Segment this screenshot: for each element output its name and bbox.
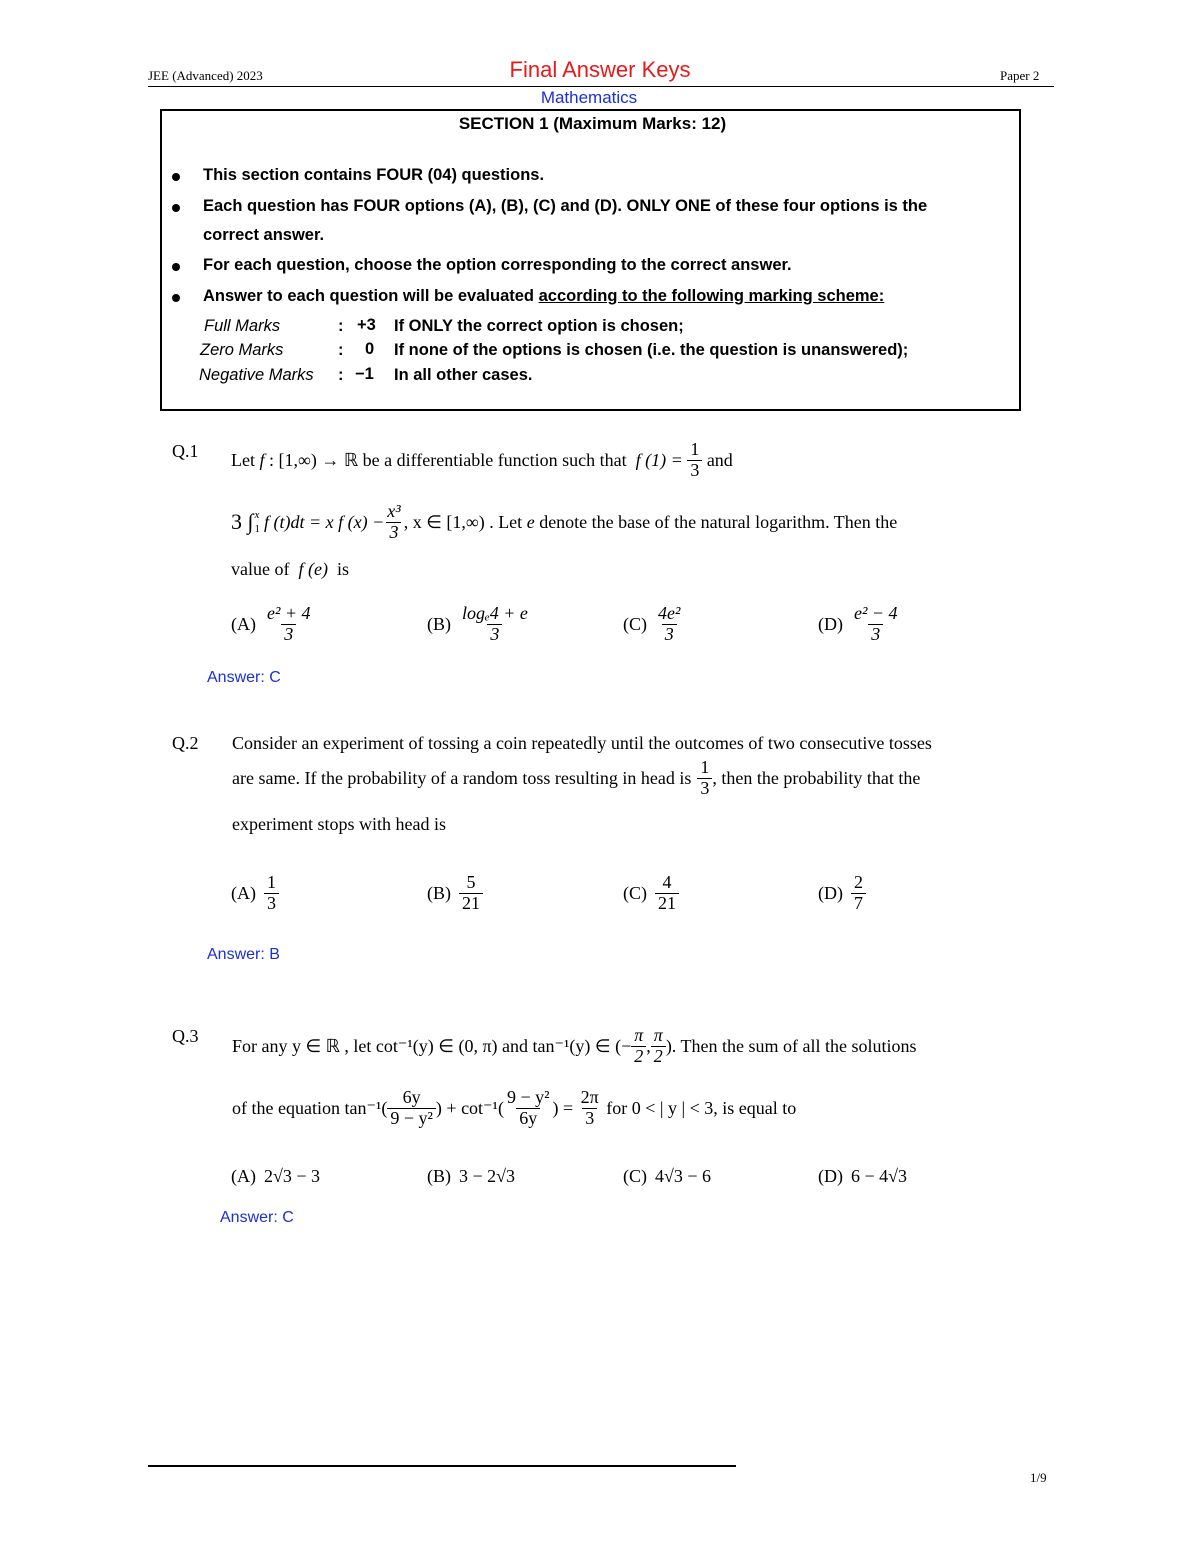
q1-text: f (1) = — [635, 449, 683, 470]
q1-text: : [1,∞) → ℝ be a differentiable function such that — [269, 449, 627, 470]
q3-line-2 — [232, 1088, 796, 1129]
option-d[interactable]: (D) $\frac{\text{e² − 4}}{3}$ — [818, 604, 901, 645]
full-marks-colon: : — [338, 317, 344, 335]
integral-limits: x 1 — [254, 509, 261, 536]
q2-line-3: experiment stops with head is — [232, 814, 446, 834]
answer-label: Answer: C — [220, 1209, 294, 1226]
q1-text: f — [259, 449, 265, 470]
answer-label: Answer: C — [207, 669, 281, 686]
q1-text: f (t)dt = x f (x) − — [264, 511, 385, 532]
bullet-2: Each question has FOUR options (A), (B), (C) and (D). ONLY ONE of these four options is the — [203, 197, 928, 215]
full-marks-label: Full Marks — [204, 317, 281, 335]
fraction: $\frac{\text{x³}}{3}$ — [387, 501, 401, 542]
answer-label: Answer: B — [207, 946, 280, 963]
fraction: $\frac{2}{7}$ — [851, 873, 866, 914]
q3-text: , — [646, 1035, 651, 1056]
q1-line-1 — [231, 440, 733, 481]
zero-marks-value: 0 — [365, 340, 375, 358]
section-instructions-box — [160, 109, 1021, 411]
q3-line-1 — [232, 1026, 916, 1067]
zero-marks-colon: : — [338, 341, 344, 359]
fraction: $\frac{\text{4e²}}{3}$ — [658, 603, 681, 644]
q2-text: , then the probability that the — [712, 767, 921, 788]
q3-text: ). Then the sum of all the solutions — [665, 1035, 917, 1056]
q1-text: is — [336, 559, 349, 579]
footer-rule — [148, 1465, 736, 1467]
q1-line-2 — [231, 502, 897, 543]
option-a[interactable]: (A) 2√3 − 3 — [231, 1166, 321, 1186]
negative-marks-label: Negative Marks — [199, 366, 314, 384]
negative-marks-value: −1 — [355, 365, 374, 383]
bullet-dot — [172, 263, 180, 271]
q3-text: For any y ∈ ℝ , let cot⁻¹(y) ∈ (0, π) and tan⁻¹(y) ∈ (− — [232, 1035, 632, 1056]
fraction: $\frac{4}{21}$ — [655, 873, 679, 914]
q3-text: of the equation tan⁻¹( — [232, 1097, 388, 1118]
exam-name: JEE (Advanced) 2023 — [148, 68, 263, 83]
subject-title: Mathematics — [540, 88, 638, 107]
fraction: $\frac{\pi}{2}$ — [651, 1026, 666, 1067]
option-b[interactable]: (B) $\frac{\text{logₑ4 + e}}{3}$ — [427, 604, 531, 645]
fraction: $\frac{\text{e² − 4}}{3}$ — [854, 603, 898, 644]
fraction: $\frac{1}{3}$ — [697, 758, 712, 799]
q3-text: ) = — [552, 1097, 574, 1118]
q1-line-3 — [231, 559, 349, 580]
option-c[interactable]: (C) $\frac{\text{4e²}}{3}$ — [623, 604, 683, 645]
full-marks-value: +3 — [357, 316, 376, 334]
option-d[interactable]: (D) $\frac{2}{7}$ — [818, 873, 866, 914]
question-number: Q.1 — [172, 441, 199, 461]
option-c[interactable]: (C) 4√3 − 6 — [623, 1166, 712, 1186]
option-a[interactable]: (A) $\frac{1}{3}$ — [231, 873, 279, 914]
option-a[interactable]: (A) $\frac{\text{e² + 4}}{3}$ — [231, 604, 314, 645]
bullet-1: This section contains FOUR (04) questions. — [203, 166, 545, 184]
bullet-4-plain: Answer to each question will be evaluated — [203, 287, 539, 305]
q1-text: and — [706, 449, 733, 470]
bullet-dot — [172, 173, 180, 181]
question-number: Q.3 — [172, 1026, 199, 1046]
fraction: $\frac{2\pi}{3}$ — [580, 1087, 599, 1128]
fraction: $\frac{1}{3}$ — [687, 440, 702, 481]
bullet-3: For each question, choose the option corresponding to the correct answer. — [203, 256, 792, 274]
negative-marks-text: In all other cases. — [394, 366, 533, 384]
fraction: $\frac{\text{9 − y²}}{6y}$ — [506, 1087, 550, 1128]
paper-label: Paper 2 — [1000, 68, 1040, 83]
fraction: $\frac{6y}{\text{9 − y²}}$ — [387, 1088, 436, 1129]
option-b[interactable]: (B) 3 − 2√3 — [427, 1166, 516, 1186]
fraction: $\frac{\text{e² + 4}}{3}$ — [267, 603, 311, 644]
q1-text: , x ∈ [1,∞) . Let — [403, 511, 523, 532]
q1-text: e — [526, 511, 535, 532]
zero-marks-label: Zero Marks — [200, 341, 284, 359]
page-number: 1/9 — [1030, 1470, 1047, 1485]
q2-line-1: Consider an experiment of tossing a coin repeatedly until the outcomes of two consecutive tosses — [232, 733, 932, 753]
q1-text: denote the base of the natural logarithm. Then the — [539, 511, 898, 532]
option-b[interactable]: (B) $\frac{5}{21}$ — [427, 873, 483, 914]
q3-text: for 0 < | y | < 3, is equal to — [606, 1097, 797, 1118]
q1-text: f (e) — [298, 559, 328, 579]
zero-marks-text: If none of the options is chosen (i.e. the question is unanswered); — [394, 341, 909, 359]
fraction: $\frac{1}{3}$ — [264, 873, 279, 914]
section-title: SECTION 1 (Maximum Marks: 12) — [458, 114, 727, 133]
option-d[interactable]: (D) 6 − 4√3 — [818, 1166, 908, 1186]
fraction: $\frac{\pi}{2}$ — [631, 1026, 646, 1067]
integral: 3 ∫ — [231, 509, 254, 535]
full-marks-text: If ONLY the correct option is chosen; — [394, 317, 684, 335]
q3-text: ) + cot⁻¹( — [435, 1097, 504, 1118]
question-number: Q.2 — [172, 733, 199, 753]
fraction: $\frac{\text{logₑ4 + e}}{3}$ — [462, 603, 528, 644]
q1-text: Let — [231, 449, 255, 470]
fraction: $\frac{5}{21}$ — [459, 873, 483, 914]
option-c[interactable]: (C) $\frac{4}{21}$ — [623, 873, 679, 914]
bullet-4 — [203, 287, 884, 306]
bullet-dot — [172, 204, 180, 212]
header-rule — [148, 86, 1054, 87]
bullet-4-underlined: according to the following marking scheme: — [538, 287, 885, 305]
q2-text: are same. If the probability of a random toss resulting in head is — [232, 767, 692, 788]
negative-marks-colon: : — [338, 366, 344, 384]
bullet-dot — [172, 294, 180, 302]
q2-line-2 — [232, 758, 920, 799]
bullet-2-continued: correct answer. — [203, 226, 325, 244]
page-title: Final Answer Keys — [509, 57, 691, 82]
q1-text: value of — [231, 559, 290, 579]
